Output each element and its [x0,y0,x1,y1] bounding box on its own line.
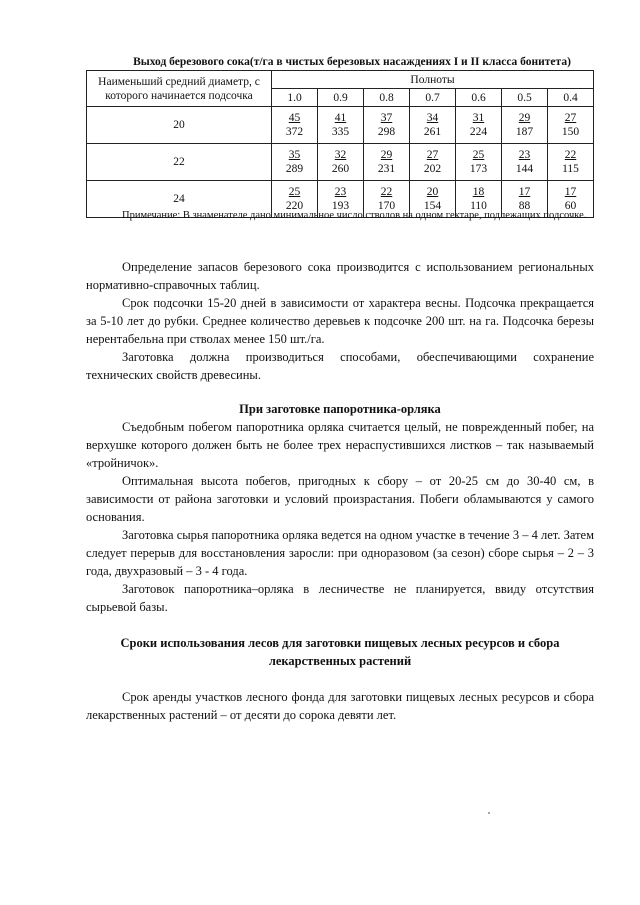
paragraph: Срок аренды участков лесного фонда для заготовки пищевых лесных ресурсов и сбора лекарственных растений – от десяти до сорока девяти лет. [86,690,594,722]
value-cell: $\frac{32}{260}$ [318,144,364,181]
value-cell: $\frac{27}{150}$ [548,107,594,144]
value-cell: $\frac{27}{202}$ [410,144,456,181]
density-cell: 0.8 [364,89,410,107]
value-cell: $\frac{45}{372}$ [272,107,318,144]
paragraph: Заготовок папоротника–орляка в лесничестве не планируется, ввиду отсутствия сырьевой базы. [86,582,594,614]
section-heading-terms: Сроки использования лесов для заготовки пищевых лесных ресурсов и сбора лекарственных растений [120,636,560,668]
density-cell: 0.4 [548,89,594,107]
density-cell: 1.0 [272,89,318,107]
paragraph: Срок подсочки 15-20 дней в зависимости от характера весны. Подсочка прекращается за 5-10 лет до рубки. Среднее количество деревьев к подсочке 200 шт. на га. Подсочка березы нерентабельна при стволах менее 150 шт./га. [86,296,594,346]
value-cell: $\frac{29}{231}$ [364,144,410,181]
value-cell: $\frac{34}{261}$ [410,107,456,144]
value-cell: $\frac{41}{335}$ [318,107,364,144]
value-cell: $\frac{25}{220}$ [272,181,318,218]
value-cell: $\frac{22}{170}$ [364,181,410,218]
scan-speck [488,812,490,814]
paragraph: Определение запасов березового сока производится с использованием региональных нормативно-справочных таблиц. [86,260,594,292]
density-cell: 0.6 [456,89,502,107]
value-cell: $\frac{17}{88}$ [502,181,548,218]
diameter-cell: 20 [87,107,272,144]
value-cell: $\frac{37}{298}$ [364,107,410,144]
value-cell: $\frac{25}{173}$ [456,144,502,181]
diameter-cell: 22 [87,144,272,181]
value-cell: $\frac{31}{224}$ [456,107,502,144]
density-cell: 0.7 [410,89,456,107]
table-note: Примечание: В знаменателе дано минимальное число стволов на одном гектаре, подлежащих подсочке. [122,210,587,221]
value-cell: $\frac{22}{115}$ [548,144,594,181]
value-cell: $\frac{23}{144}$ [502,144,548,181]
birch-sap-table [86,70,594,218]
section-heading-fern: При заготовке папоротника-орляка [239,402,441,416]
paragraph: Съедобным побегом папоротника орляка считается целый, не поврежденный побег, на верхушке которого должен быть не более трех нераспустившихся листков – так называемый «тройничок». [86,420,594,470]
table-title: Выход березового сока(т/га в чистых березовых насаждениях I и II класса бонитета) [133,56,571,68]
value-cell: $\frac{23}{193}$ [318,181,364,218]
diameter-cell: 24 [87,181,272,218]
value-cell: $\frac{20}{154}$ [410,181,456,218]
density-cell: 0.5 [502,89,548,107]
value-cell: $\frac{35}{289}$ [272,144,318,181]
value-cell: $\frac{18}{110}$ [456,181,502,218]
table-row [87,107,594,144]
density-cell: 0.9 [318,89,364,107]
header-density: Полноты [272,71,594,89]
table-row [87,144,594,181]
paragraph: Заготовка сырья папоротника орляка ведется на одном участке в течение 3 – 4 лет. Затем следует перерыв для восстановления заросли: при одноразовом (за сезон) сборе сырья – 2 – 3 года, двухразовый – 3 - 4 года. [86,528,594,578]
value-cell: $\frac{29}{187}$ [502,107,548,144]
paragraph: Заготовка должна производиться способами, обеспечивающими сохранение технических свойств древесины. [86,350,594,382]
paragraph: Оптимальная высота побегов, пригодных к сбору – от 20-25 см до 30-40 см, в зависимости от района заготовки и условий произрастания. Побеги обламываются у самого основания. [86,474,594,524]
value-cell: $\frac{17}{60}$ [548,181,594,218]
header-diameter: Наименьший средний диаметр, с которого начинается подсочка [87,71,272,107]
